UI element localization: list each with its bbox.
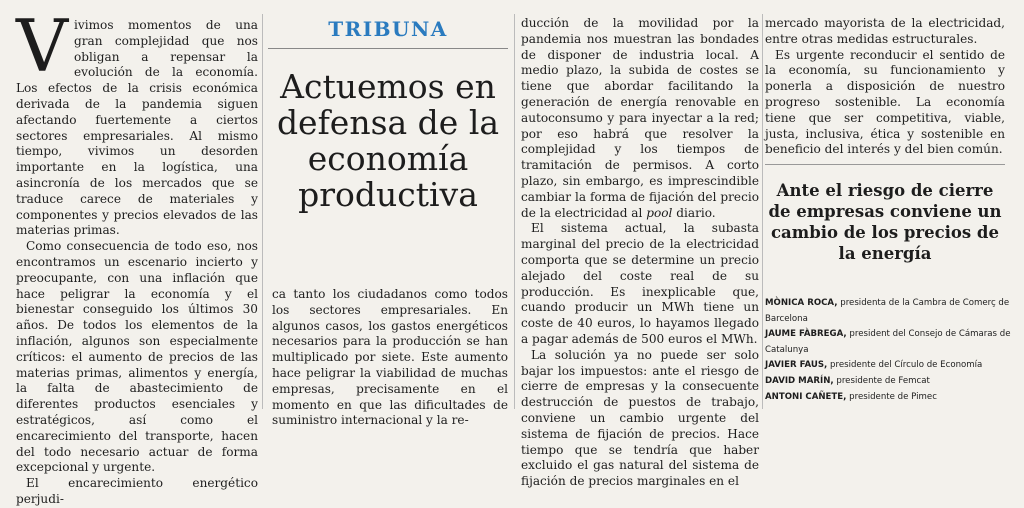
section-rule xyxy=(268,48,508,49)
author-entry: JAVIER FAUS, presidente del Círculo de Economía xyxy=(765,360,983,371)
author-entry: JAUME FÀBREGA, president del Consejo de Cámaras de Catalunya xyxy=(765,329,1011,355)
column-divider xyxy=(514,14,515,409)
body-paragraph: ca tanto los ciudadanos como todos los sectores empresariales. En algunos casos, los gastos energéticos necesarios para la producción se han multiplicado por siete. Este aumento hace peligrar la viabilidad de muchas empresas, precisamente en el momento en que las dificultades de suministro internacional y la re- xyxy=(272,287,508,428)
pullquote-rule xyxy=(765,164,1005,165)
section-label: TRIBUNA xyxy=(328,17,448,41)
article-column-4 xyxy=(765,16,1005,158)
pullquote: Ante el riesgo de cierre de empresas conviene un cambio de los precios de la energía xyxy=(768,181,1002,263)
drop-cap: V xyxy=(16,4,68,88)
body-paragraph: Como consecuencia de todo eso, nos encontramos un escenario incierto y preocupante, con una inflación que hace peligrar la economía y el bienestar conseguido los últimos 30 años. De todos los elementos de la inflación, algunos son especialmente críticos: el aumento de precios de las materias primas, alimentos y energía, la falta de abastecimiento de diferentes productos esenciales y estratégicos, así como el encarecimiento del transporte, hacen del todo necesario actuar de forma excepcional y urgente. xyxy=(16,239,258,475)
column-divider xyxy=(262,14,263,409)
headline-block xyxy=(268,14,508,286)
body-paragraph: mercado mayorista de la electricidad, entre otras medidas estructurales. xyxy=(765,16,1005,46)
author-entry: ANTONI CAÑETE, presidente de Pimec xyxy=(765,391,937,402)
author-entry: DAVID MARÍN, presidente de Femcat xyxy=(765,375,930,386)
article-column-1 xyxy=(16,4,258,508)
body-paragraph: Es urgente reconducir el sentido de la economía, su funcionamiento y ponerla a disposición de nuestro progreso sostenible. La economía tiene que ser competitiva, viable, justa, inclusiva, ética y sostenible en beneficio del interés y del bien común. xyxy=(765,47,1005,157)
body-paragraph: El sistema actual, la subasta marginal del precio de la electricidad comporta que se determine un precio alejado del coste real de su producción. Es inexplicable que, cuando producir un MWh tiene un coste de 40 euros, lo hayamos llegado a pagar además de 500 euros el MWh. xyxy=(521,221,759,346)
body-paragraph: ducción de la movilidad por la pandemia nos muestran las bondades de disponer de industria local. A medio plazo, la subida de costes se tiene que abordar facilitando la generación de energía renovable en autoconsumo y para inyectar a la red; por eso habrá que resolver la complejidad y los tiempos de tramitación de permisos. A corto plazo, sin embargo, es imprescindible cambiar la forma de fijación del precio de la electricidad al pool diario. xyxy=(521,16,759,220)
article-column-2 xyxy=(272,287,508,429)
author-list xyxy=(765,296,1015,405)
headline: Actuemos en defensa de la economía productiva xyxy=(276,66,500,214)
body-paragraph: El encarecimiento energético perjudi- xyxy=(16,476,258,506)
opening-paragraph: Vivimos momentos de una gran complejidad que nos obligan a repensar la evolución de la economía. Los efectos de la crisis económica derivada de la pandemia siguen afectando fuertemente a ciertos sectores empresariales. Al mismo tiempo, vivimos un desorden importante en la logística, una asincronía de los mercados que se traduce carece de materiales y componentes y precios elevados de las materias primas. xyxy=(16,4,258,238)
body-paragraph: La solución ya no puede ser solo bajar los impuestos: ante el riesgo de cierre de empresas y la consecuente destrucción de puestos de trabajo, conviene un cambio urgente del sistema de fijación de precios. Hace tiempo que se tendría que haber excluido el gas natural del sistema de fijación de precios marginales en el xyxy=(521,347,759,489)
author-entry: MÒNICA ROCA, presidenta de la Cambra de Comerç de Barcelona xyxy=(765,298,1010,324)
column-divider xyxy=(762,14,763,409)
